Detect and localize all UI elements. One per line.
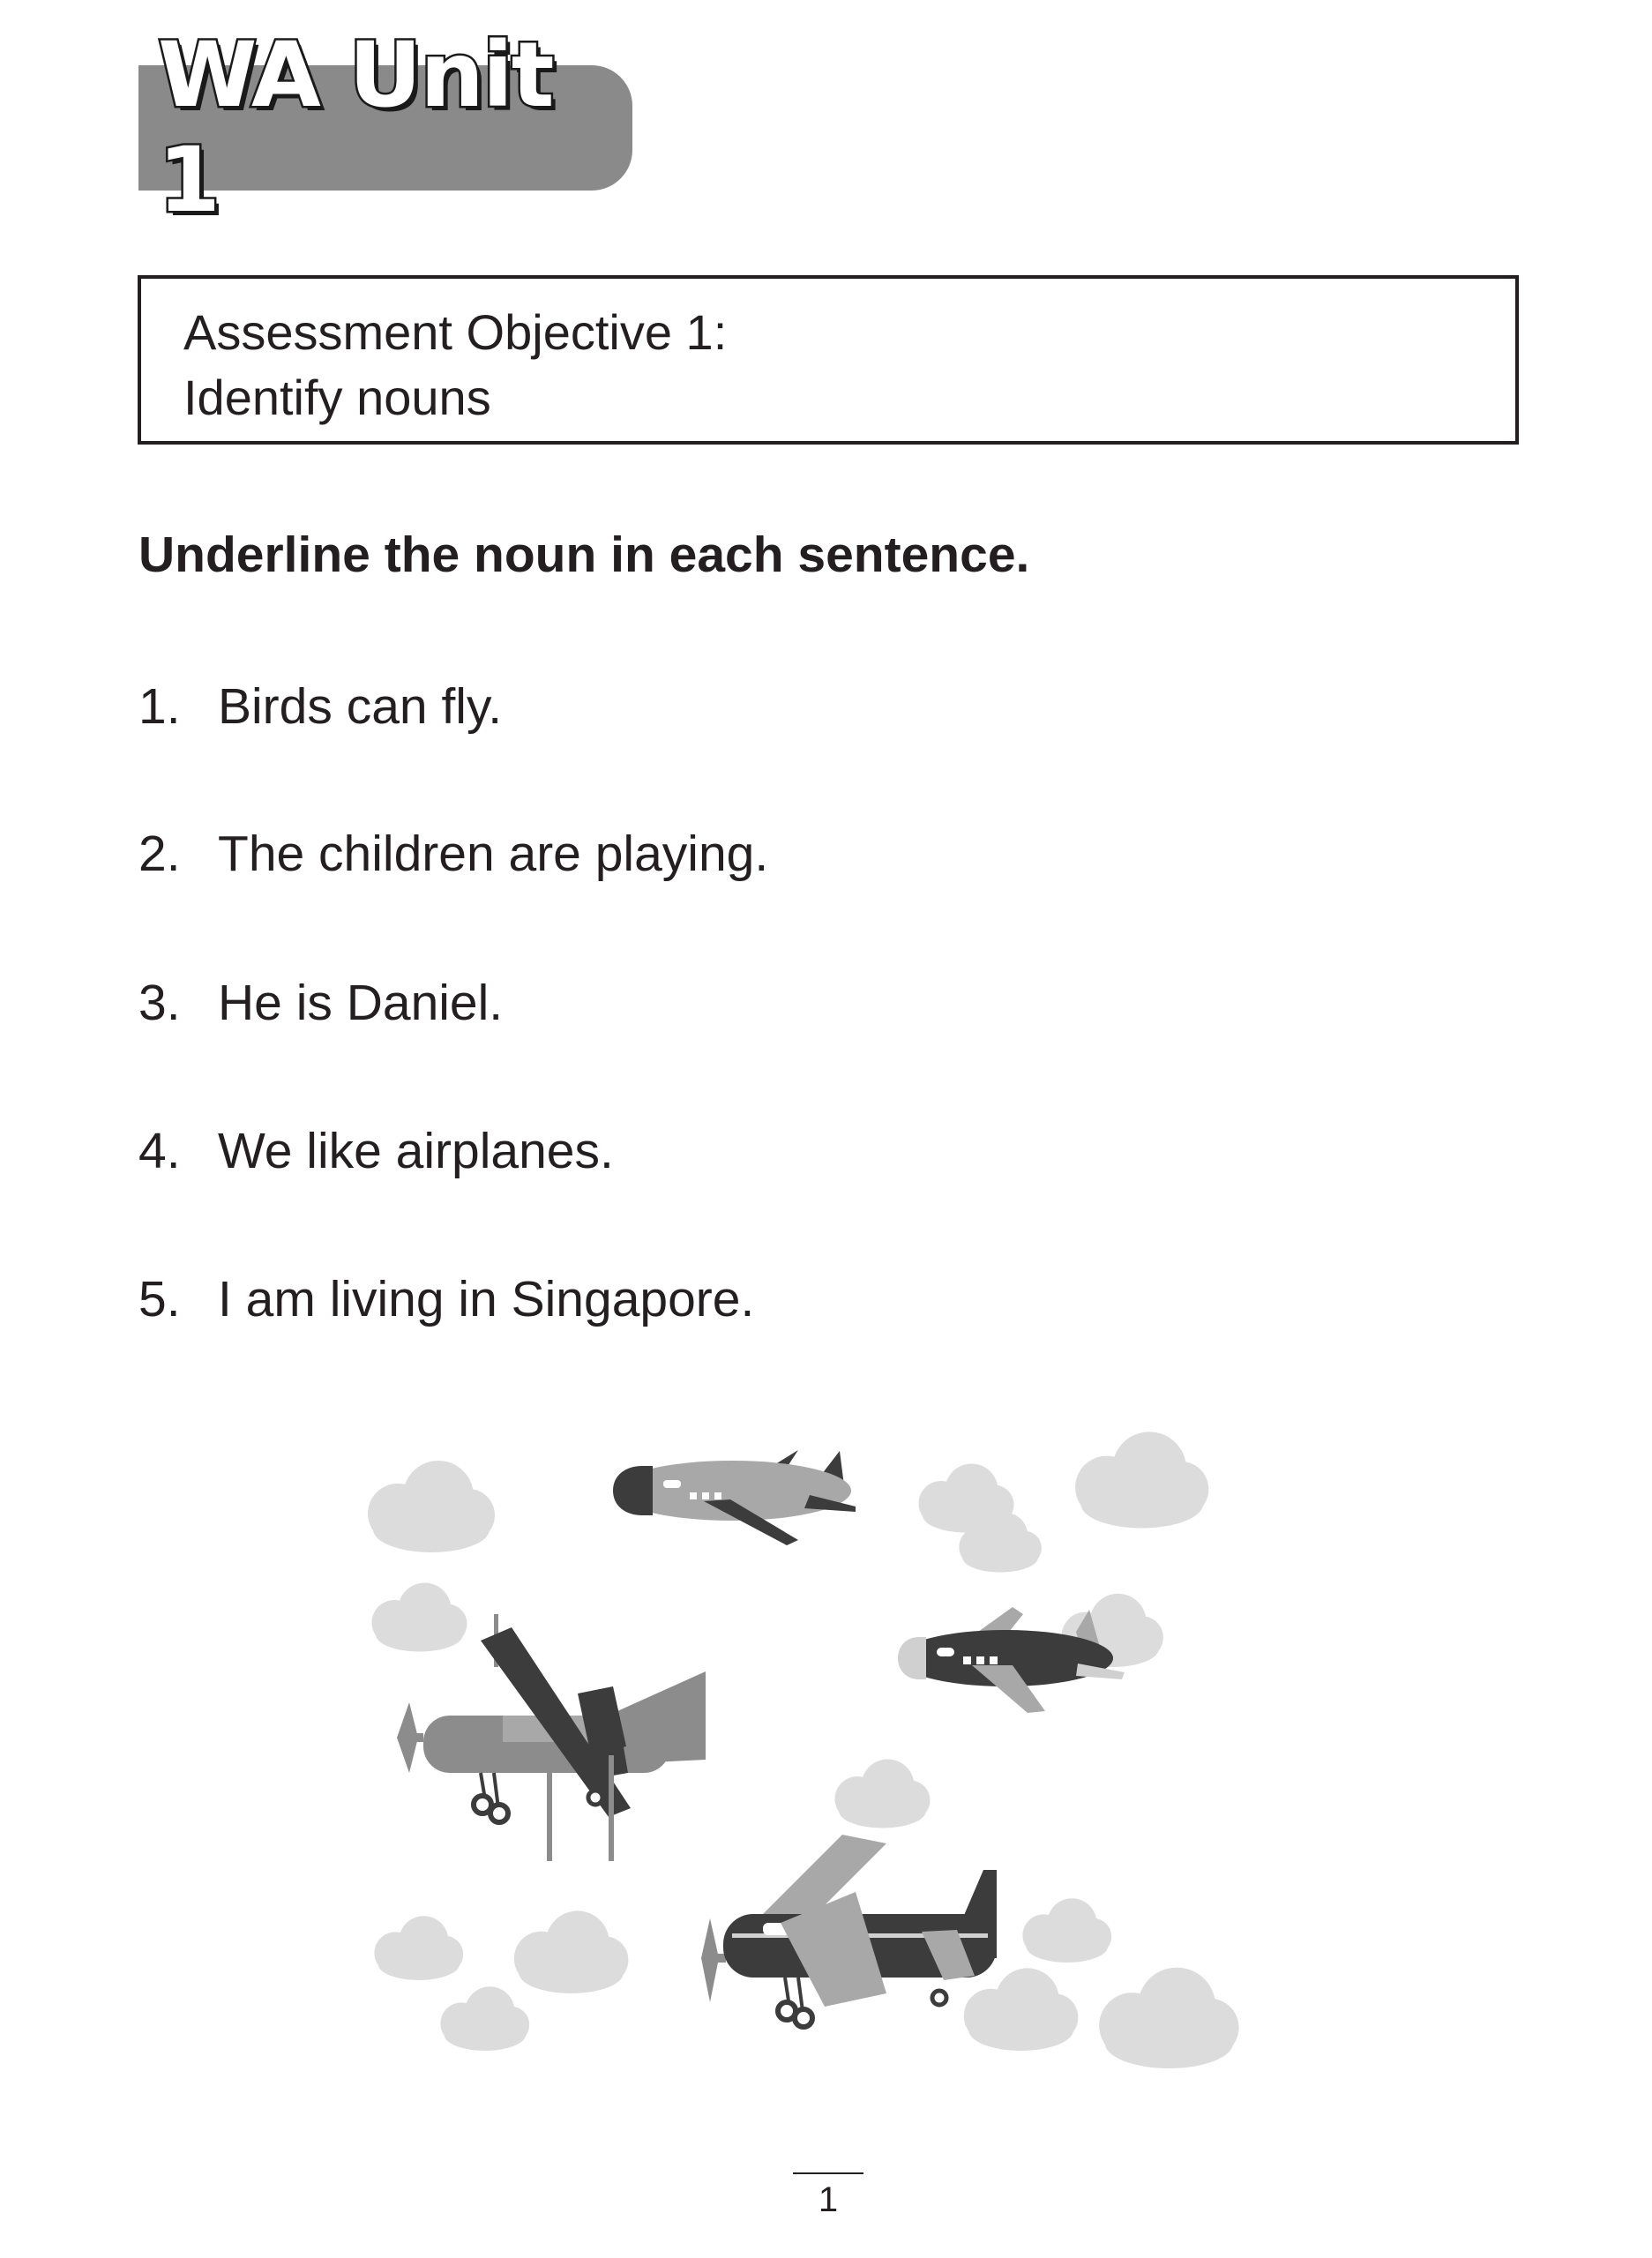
question-item xyxy=(138,1122,614,1180)
question-item xyxy=(138,1270,754,1328)
biplane-left-icon xyxy=(397,1614,706,1861)
airplane-top-icon xyxy=(613,1450,856,1545)
objective-heading: Assessment Objective 1: xyxy=(183,304,728,360)
unit-title-banner xyxy=(138,23,632,233)
question-number: 2. xyxy=(138,826,181,882)
question-item xyxy=(138,825,768,883)
question-sentence: The children are playing. xyxy=(218,826,769,882)
question-number: 4. xyxy=(138,1123,181,1179)
question-sentence: We like airplanes. xyxy=(218,1123,614,1179)
question-item xyxy=(138,677,502,736)
page-number-rule xyxy=(793,2172,863,2174)
question-sentence: Birds can fly. xyxy=(218,678,503,735)
unit-title: WA Unit 1 xyxy=(158,23,553,233)
question-sentence: He is Daniel. xyxy=(218,975,504,1031)
objective-description: Identify nouns xyxy=(183,370,491,425)
airplane-right-icon xyxy=(898,1607,1125,1713)
question-number: 3. xyxy=(138,975,181,1031)
instruction-text: Underline the noun in each sentence. xyxy=(138,527,1030,583)
airplanes-and-clouds-illustration xyxy=(344,1411,1323,2099)
question-item xyxy=(138,974,503,1032)
question-number: 5. xyxy=(138,1271,181,1327)
airplane-bottom-icon xyxy=(701,1835,997,2027)
page-number: 1 xyxy=(818,2180,839,2219)
question-number: 1. xyxy=(138,678,181,735)
question-sentence: I am living in Singapore. xyxy=(218,1271,755,1327)
assessment-objective-box xyxy=(138,275,1519,445)
